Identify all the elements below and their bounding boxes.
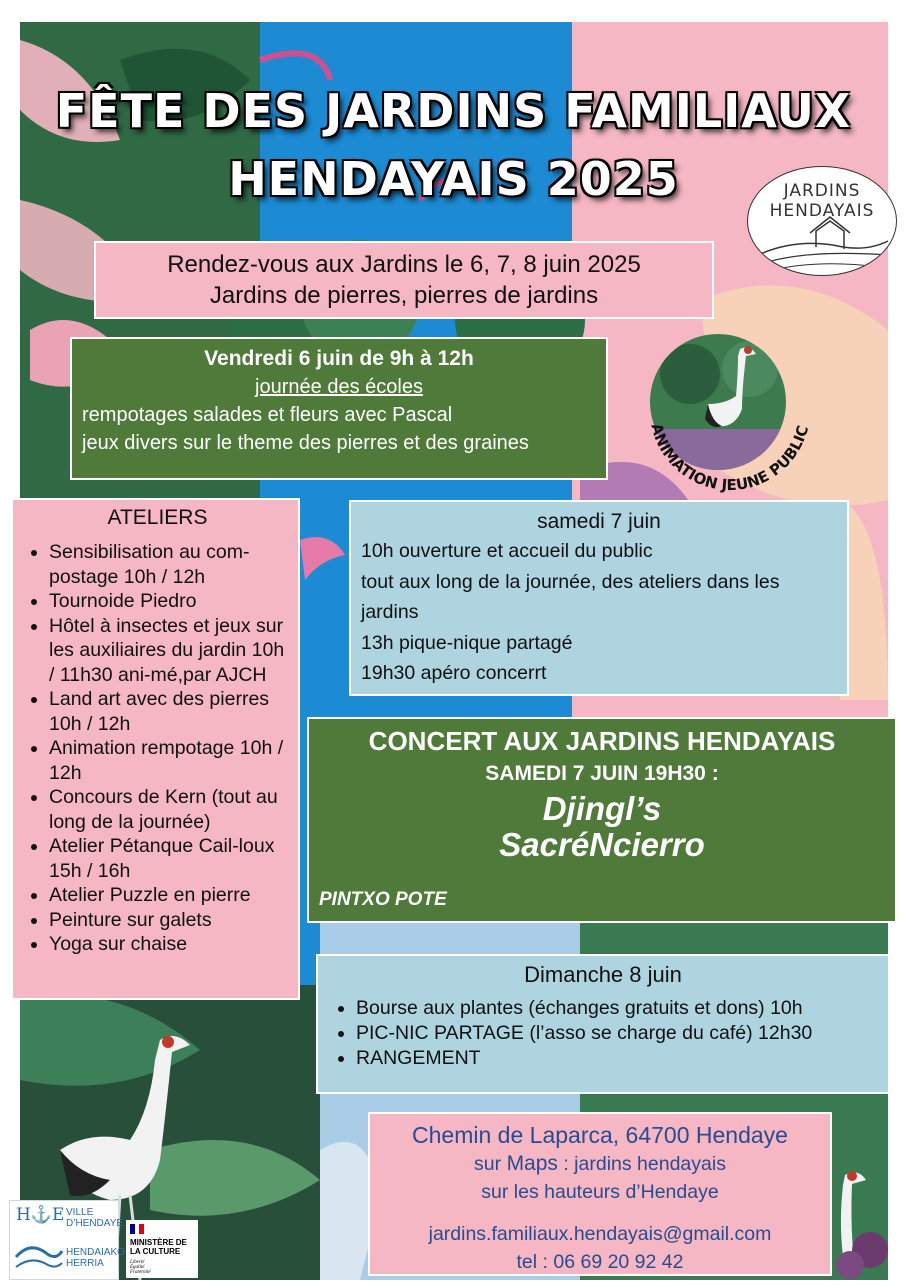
vendredi-subheading: journée des écoles	[255, 376, 423, 398]
adresse-line3: sur les hauteurs d’Hendaye	[481, 1181, 719, 1203]
concert-heading: CONCERT AUX JARDINS HENDAYAIS	[368, 726, 836, 756]
animation-label-text: ANIMATION JEUNE PUBLIC	[647, 421, 813, 495]
rendezvous-box	[94, 241, 714, 319]
dimanche-item: • RANGEMENT	[356, 1046, 878, 1071]
dimanche-heading: Dimanche 8 juin	[524, 962, 682, 987]
ateliers-heading: ATELIERS	[107, 506, 208, 529]
concert-footer: PINTXO POTE	[319, 889, 447, 910]
maps-label: Maps	[506, 1152, 558, 1175]
jardins-hendayais-logo	[747, 166, 897, 276]
atelier-item: • Animation rempotage 10h / 12h	[49, 736, 288, 785]
french-flag-icon	[130, 1224, 144, 1234]
concert-date: SAMEDI 7 JUIN 19H30 :	[485, 762, 719, 785]
adresse-line1: Chemin de Laparca, 64700 Hendaye	[412, 1122, 788, 1148]
logo-ville-name: VILLE D’HENDAYE	[66, 1207, 124, 1229]
rendezvous-line1: Rendez-vous aux Jardins le 6, 7, 8 juin 2025	[167, 251, 641, 278]
adresse-box	[368, 1112, 832, 1276]
rendezvous-line2: Jardins de pierres, pierres de jardins	[209, 282, 599, 309]
wave-icon	[12, 1237, 66, 1277]
animation-jeune-public-label	[620, 300, 840, 520]
samedi-item: tout aux long de la journée, des ateliers dans les jardins	[361, 570, 780, 623]
logo-ville-letters: H⚓E	[16, 1205, 65, 1225]
samedi-item: 19h30 apéro concerrt	[361, 662, 547, 684]
samedi-item: 13h pique-nique partagé	[361, 631, 573, 654]
logo-line2: HENDAYAIS	[769, 201, 875, 221]
samedi-item: 10h ouverture et accueil du public	[361, 540, 653, 562]
atelier-item: • Atelier Puzzle en pierre	[49, 883, 288, 908]
concert-band: Djingl’s	[542, 790, 662, 827]
samedi-heading: samedi 7 juin	[537, 510, 661, 533]
ministere-culture-logo	[126, 1220, 198, 1278]
ateliers-list	[27, 540, 288, 957]
vendredi-item: rempotages salades et fleurs avec Pascal	[82, 404, 453, 426]
vendredi-heading: Vendredi 6 juin de 9h à 12h	[204, 347, 474, 370]
ville-hendaye-logo	[9, 1200, 125, 1280]
atelier-item: • Peinture sur galets	[49, 908, 288, 933]
vendredi-item: jeux divers sur le theme des pierres et des graines	[82, 432, 529, 454]
atelier-item: • Concours de Kern (tout au long de la journée)	[49, 785, 288, 834]
adresse-email: jardins.familiaux.hendayais@gmail.com	[428, 1223, 772, 1245]
concert-band: SacréNcierro	[499, 826, 705, 863]
poster-title-line2: HENDAYAIS 2025	[228, 152, 679, 206]
logo-line1: JARDINS	[783, 181, 861, 201]
atelier-item: • Tournoide Piedro	[49, 589, 288, 614]
atelier-item: • Land art avec des pierres 10h / 12h	[49, 687, 288, 736]
atelier-item: • Hôtel à insectes et jeux sur les auxiliaires du jardin 10h / 11h30 ani-mé,par AJCH	[49, 614, 288, 688]
atelier-item: • Atelier Pétanque Cail-loux 15h / 16h	[49, 834, 288, 883]
house-icon	[748, 167, 897, 276]
adresse-maps	[370, 1150, 830, 1178]
dimanche-item: • PIC-NIC PARTAGE (l’asso se charge du café) 12h30	[356, 1021, 878, 1046]
adresse-tel: tel : 06 69 20 92 42	[516, 1251, 684, 1273]
dimanche-list	[328, 996, 878, 1071]
ministere-name: MINISTÈRE DE LA CULTURE	[130, 1238, 187, 1256]
concert-box	[307, 717, 897, 923]
atelier-item: • Yoga sur chaise	[49, 932, 288, 957]
dimanche-box	[316, 954, 890, 1094]
maps-prefix: sur	[474, 1153, 502, 1175]
logo-ville-basque: HENDAIAKO HERRIA	[66, 1247, 125, 1269]
samedi-box	[349, 500, 849, 696]
ateliers-box	[11, 498, 300, 1000]
maps-text: : jardins hendayais	[563, 1153, 726, 1175]
svg-text:ANIMATION JEUNE PUBLIC	[647, 421, 812, 494]
poster-title-line1: FÊTE DES JARDINS FAMILIAUX	[55, 84, 852, 138]
atelier-item: • Sensibilisation au com-postage 10h / 12h	[49, 540, 288, 589]
ministere-devise: Liberté Égalité Fraternité	[130, 1260, 151, 1275]
dimanche-item: • Bourse aux plantes (échanges gratuits et dons) 10h	[356, 996, 878, 1021]
vendredi-box	[70, 337, 608, 480]
